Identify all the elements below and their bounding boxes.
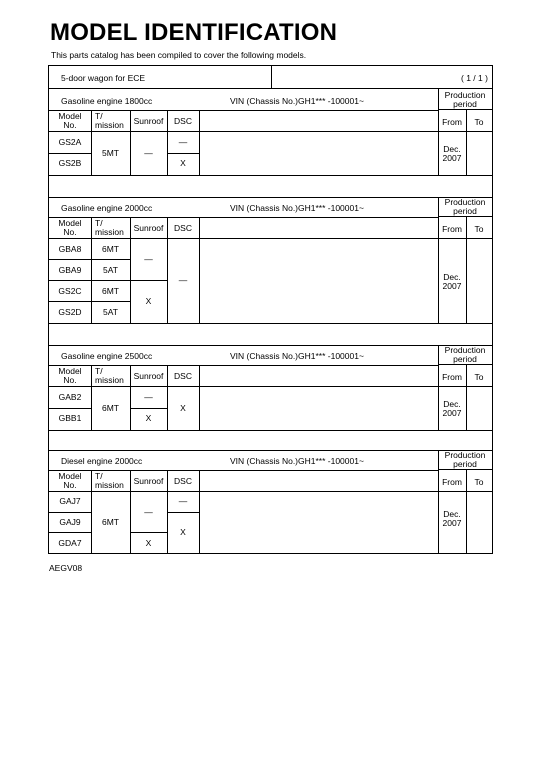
- grid-line: [49, 408, 91, 409]
- to-header: To: [474, 224, 484, 234]
- page-indicator: ( 1 / 1 ): [461, 73, 488, 83]
- grid-line: [49, 386, 492, 387]
- sunroof-value: X: [145, 296, 152, 306]
- model-number: GAJ7: [59, 496, 81, 506]
- from-header: From: [442, 477, 462, 487]
- model-number: GBA9: [58, 265, 82, 275]
- transmission-value: 5MT: [102, 148, 119, 158]
- grid-line: [49, 153, 91, 154]
- sunroof-header: Sunroof: [133, 476, 164, 486]
- grid-line: [438, 364, 492, 365]
- sunroof-value: X: [145, 538, 152, 548]
- dsc-header: DSC: [174, 371, 192, 381]
- model-number: GAB2: [58, 392, 82, 402]
- dsc-value: X: [180, 527, 186, 537]
- grid-line: [130, 408, 167, 409]
- grid-line: [91, 365, 92, 430]
- grid-line: [49, 430, 492, 431]
- grid-line: [91, 470, 92, 553]
- transmission-value: 6MT: [102, 244, 119, 254]
- grid-line: [130, 532, 167, 533]
- grid-line: [49, 323, 492, 324]
- transmission-value: 6MT: [102, 517, 119, 527]
- to-header: To: [474, 117, 484, 127]
- model-number: GBA8: [58, 244, 82, 254]
- production-period-header: Production period: [444, 90, 486, 109]
- model-number: GDA7: [58, 538, 82, 548]
- model-number: GS2C: [58, 286, 82, 296]
- dsc-value: —: [178, 275, 188, 285]
- dsc-value: X: [180, 158, 186, 168]
- grid-line: [438, 216, 492, 217]
- grid-line: [49, 280, 167, 281]
- production-from-value: Dec. 2007: [442, 272, 462, 291]
- grid-line: [49, 259, 130, 260]
- body-type-label: 5-door wagon for ECE: [61, 73, 146, 83]
- grid-line: [438, 109, 492, 110]
- grid-line: [49, 110, 438, 111]
- model-number: GS2A: [58, 137, 82, 147]
- section-divider: [49, 197, 492, 198]
- transmission-value: 6MT: [102, 286, 119, 296]
- production-from-value: Dec. 2007: [442, 509, 462, 528]
- production-period-header: Production period: [444, 345, 486, 364]
- vin-label: VIN (Chassis No.)GH1*** -100001~: [230, 456, 364, 466]
- model-number: GS2D: [58, 307, 82, 317]
- sunroof-value: —: [144, 148, 153, 158]
- vin-label: VIN (Chassis No.)GH1*** -100001~: [230, 203, 364, 213]
- grid-line: [91, 110, 92, 175]
- vin-label: VIN (Chassis No.)GH1*** -100001~: [230, 351, 364, 361]
- section-divider: [49, 345, 492, 346]
- engine-label: Diesel engine 2000cc: [61, 456, 143, 466]
- engine-label: Gasoline engine 2000cc: [61, 203, 153, 213]
- grid-line: [167, 153, 199, 154]
- model-no-header: Model No.: [58, 218, 82, 237]
- model-no-header: Model No.: [58, 111, 82, 130]
- transmission-value: 5AT: [103, 307, 118, 317]
- sunroof-header: Sunroof: [133, 371, 164, 381]
- dsc-value: —: [178, 137, 188, 147]
- transmission-header: T/ mission: [95, 471, 124, 490]
- transmission-header: T/ mission: [95, 366, 124, 385]
- model-number: GAJ9: [59, 517, 81, 527]
- model-no-header: Model No.: [58, 366, 82, 385]
- production-period-header: Production period: [444, 197, 486, 216]
- grid-line: [49, 301, 130, 302]
- grid-line: [49, 512, 91, 513]
- to-header: To: [474, 372, 484, 382]
- dsc-header: DSC: [174, 476, 192, 486]
- sunroof-header: Sunroof: [133, 223, 164, 233]
- model-number: GBB1: [58, 413, 82, 423]
- dsc-header: DSC: [174, 116, 192, 126]
- engine-label: Gasoline engine 1800cc: [61, 96, 153, 106]
- engine-label: Gasoline engine 2500cc: [61, 351, 153, 361]
- sunroof-value: —: [144, 392, 153, 402]
- production-from-value: Dec. 2007: [442, 144, 462, 163]
- model-number: GS2B: [58, 158, 82, 168]
- grid-line: [199, 110, 200, 175]
- production-from-value: Dec. 2007: [442, 399, 462, 418]
- from-header: From: [442, 372, 462, 382]
- vin-label: VIN (Chassis No.)GH1*** -100001~: [230, 96, 364, 106]
- document-code: AEGV08: [49, 563, 83, 573]
- transmission-value: 6MT: [102, 403, 119, 413]
- dsc-header: DSC: [174, 223, 192, 233]
- grid-line: [49, 175, 492, 176]
- grid-line: [49, 365, 438, 366]
- grid-line: [49, 532, 91, 533]
- transmission-header: T/ mission: [95, 111, 124, 130]
- model-no-header: Model No.: [58, 471, 82, 490]
- transmission-header: T/ mission: [95, 218, 124, 237]
- sunroof-header: Sunroof: [133, 116, 164, 126]
- grid-line: [49, 470, 438, 471]
- grid-line: [49, 491, 492, 492]
- grid-line: [49, 238, 492, 239]
- section-divider: [49, 450, 492, 451]
- grid-line: [438, 469, 492, 470]
- grid-line: [49, 217, 438, 218]
- grid-line: [199, 365, 200, 430]
- production-period-header: Production period: [444, 450, 486, 469]
- sunroof-value: X: [145, 413, 152, 423]
- sunroof-value: —: [144, 507, 153, 517]
- sunroof-value: —: [144, 254, 153, 264]
- to-header: To: [474, 477, 484, 487]
- header-cell-divider: [271, 66, 272, 88]
- page-title: MODEL IDENTIFICATION: [50, 19, 338, 46]
- dsc-value: X: [180, 403, 186, 413]
- transmission-value: 5AT: [103, 265, 118, 275]
- grid-line: [199, 217, 200, 323]
- from-header: From: [442, 224, 462, 234]
- header-divider: [49, 88, 492, 89]
- from-header: From: [442, 117, 462, 127]
- grid-line: [199, 470, 200, 553]
- model-identification-table: [48, 65, 493, 554]
- grid-line: [49, 131, 492, 132]
- page-subtitle: This parts catalog has been compiled to cover the following models.: [51, 50, 307, 60]
- grid-line: [167, 512, 199, 513]
- dsc-value: —: [178, 496, 188, 506]
